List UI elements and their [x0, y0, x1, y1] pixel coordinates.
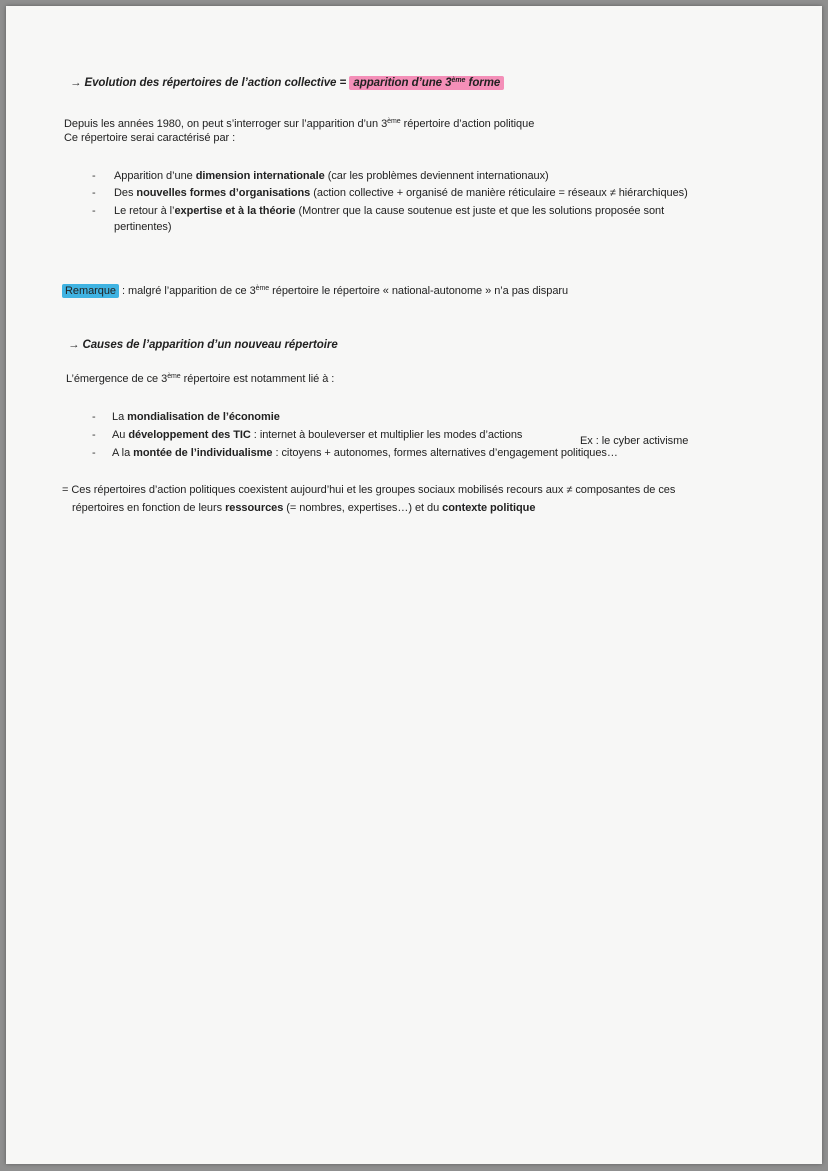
list-item: Au développement des TIC : internet à bouleverser et multiplier les modes d’actions [112, 429, 523, 441]
bullet-marker: - [92, 447, 96, 459]
bullet-marker: - [92, 205, 96, 217]
section2-heading [68, 338, 338, 352]
section1-intro-line2: Ce répertoire serai caractérisé par : [64, 132, 236, 144]
conclusion-line1: = Ces répertoires d’action politiques coexistent aujourd’hui et les groupes sociaux mobilisés recours aux ≠ composantes de ces [62, 484, 676, 496]
conclusion-line2: répertoires en fonction de leurs ressources (= nombres, expertises…) et du contexte politique [72, 502, 536, 514]
list-item: Apparition d’une dimension internationale (car les problèmes deviennent internationaux) [114, 170, 549, 182]
section1-heading [70, 76, 504, 90]
bullet-marker: - [92, 429, 96, 441]
remark-line: Remarque : malgré l’apparition de ce 3ème répertoire le répertoire « national-autonome » n’a pas disparu [62, 284, 568, 298]
document-page [6, 6, 822, 1164]
section2-title: Causes de l’apparition d’un nouveau répertoire [82, 339, 338, 351]
section1-intro-line1: Depuis les années 1980, on peut s’interroger sur l’apparition d’un 3ème répertoire d’action politique [64, 118, 535, 130]
section1-title: Evolution des répertoires de l’action collective = [84, 77, 350, 89]
bullet-marker: - [92, 187, 96, 199]
bullet-marker: - [92, 170, 96, 182]
list-item-continuation: pertinentes) [114, 221, 172, 233]
list-item: La mondialisation de l’économie [112, 411, 280, 423]
bullet-marker: - [92, 411, 96, 423]
section2-intro: L’émergence de ce 3ème répertoire est notamment lié à : [66, 373, 335, 385]
arrow-right-icon: → [70, 77, 82, 89]
list-item: Le retour à l’expertise et à la théorie (Montrer que la cause soutenue est juste et que les solutions proposée sont [114, 205, 665, 217]
list-item: A la montée de l’individualisme : citoyens + autonomes, formes alternatives d’engagement politiques… [112, 447, 618, 459]
remark-label: Remarque [62, 284, 119, 298]
pink-highlight: apparition d’une 3ème forme [349, 76, 504, 90]
list-item: Des nouvelles formes d’organisations (action collective + organisé de manière réticulaire = réseaux ≠ hiérarchiques) [114, 187, 688, 199]
arrow-right-icon: → [68, 339, 80, 351]
list-item-example: Ex : le cyber activisme [580, 435, 689, 447]
